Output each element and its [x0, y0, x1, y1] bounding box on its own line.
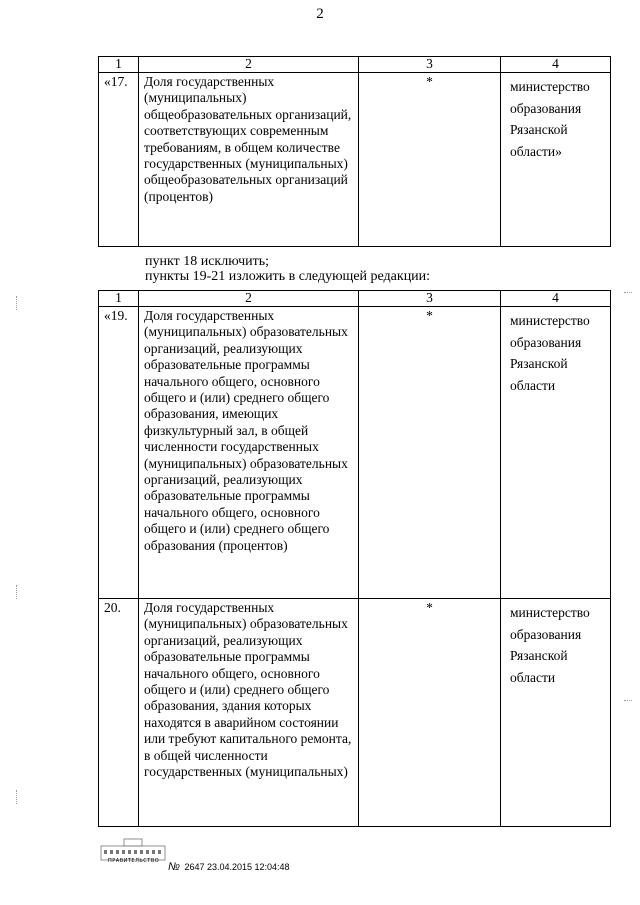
row-number: «17. [99, 73, 139, 247]
indicator-value: * [359, 307, 501, 599]
responsible-org: министерство образования Рязанской области [501, 307, 611, 599]
header-cell: 1 [99, 291, 139, 307]
margin-mark [624, 292, 632, 294]
table-header-row [99, 57, 611, 73]
indicators-table-2 [98, 290, 611, 827]
registration-line [168, 861, 290, 873]
margin-mark [16, 585, 18, 599]
amendment-text-2: пункты 19-21 изложить в следующей редакции: [145, 269, 431, 284]
responsible-org: министерство образования Рязанской области [501, 599, 611, 827]
indicator-name: Доля государственных (муниципальных) общеобразовательных организаций, соответствующих современным требованиям, в общем количестве государственных (муниципальных) общеобразовательных организаций (процентов) [139, 73, 359, 247]
row-number: «19. [99, 307, 139, 599]
margin-mark [16, 790, 18, 804]
header-cell: 2 [139, 291, 359, 307]
row-number: 20. [99, 599, 139, 827]
table-row [99, 599, 611, 827]
number-sign: № [168, 861, 180, 873]
header-cell: 2 [139, 57, 359, 73]
registration-number: 2647 23.04.2015 12:04:48 [184, 862, 290, 872]
table-header-row [99, 291, 611, 307]
responsible-org: министерство образования Рязанской области» [501, 73, 611, 247]
header-cell: 3 [359, 57, 501, 73]
header-cell: 4 [501, 57, 611, 73]
indicator-name: Доля государственных (муниципальных) образовательных организаций, реализующих образовательные программы начального общего, основного общего и (или) среднего общего образования, здания которых находятся в аварийном состоянии или требуют капитального ремонта, в общей численности государственных (муниципальных) [139, 599, 359, 827]
header-cell: 4 [501, 291, 611, 307]
indicator-value: * [359, 599, 501, 827]
indicator-value: * [359, 73, 501, 247]
header-cell: 3 [359, 291, 501, 307]
stamp-caption: ПРАВИТЕЛЬСТВО [108, 858, 160, 864]
header-cell: 1 [99, 57, 139, 73]
margin-mark [624, 700, 632, 702]
table-row [99, 73, 611, 247]
margin-mark [16, 296, 18, 310]
amendment-text-1: пункт 18 исключить; [145, 254, 270, 269]
table-row [99, 307, 611, 599]
page-number: 2 [316, 6, 324, 22]
indicator-name: Доля государственных (муниципальных) образовательных организаций, реализующих образовательные программы начального общего, основного общего и (или) среднего общего образования, имеющих физкультурный зал, в общей численности государственных (муниципальных) образовательных организаций, реализующих образовательные программы начального общего, основного общего и (или) среднего общего образования (процентов) [139, 307, 359, 599]
indicators-table-1 [98, 56, 611, 247]
